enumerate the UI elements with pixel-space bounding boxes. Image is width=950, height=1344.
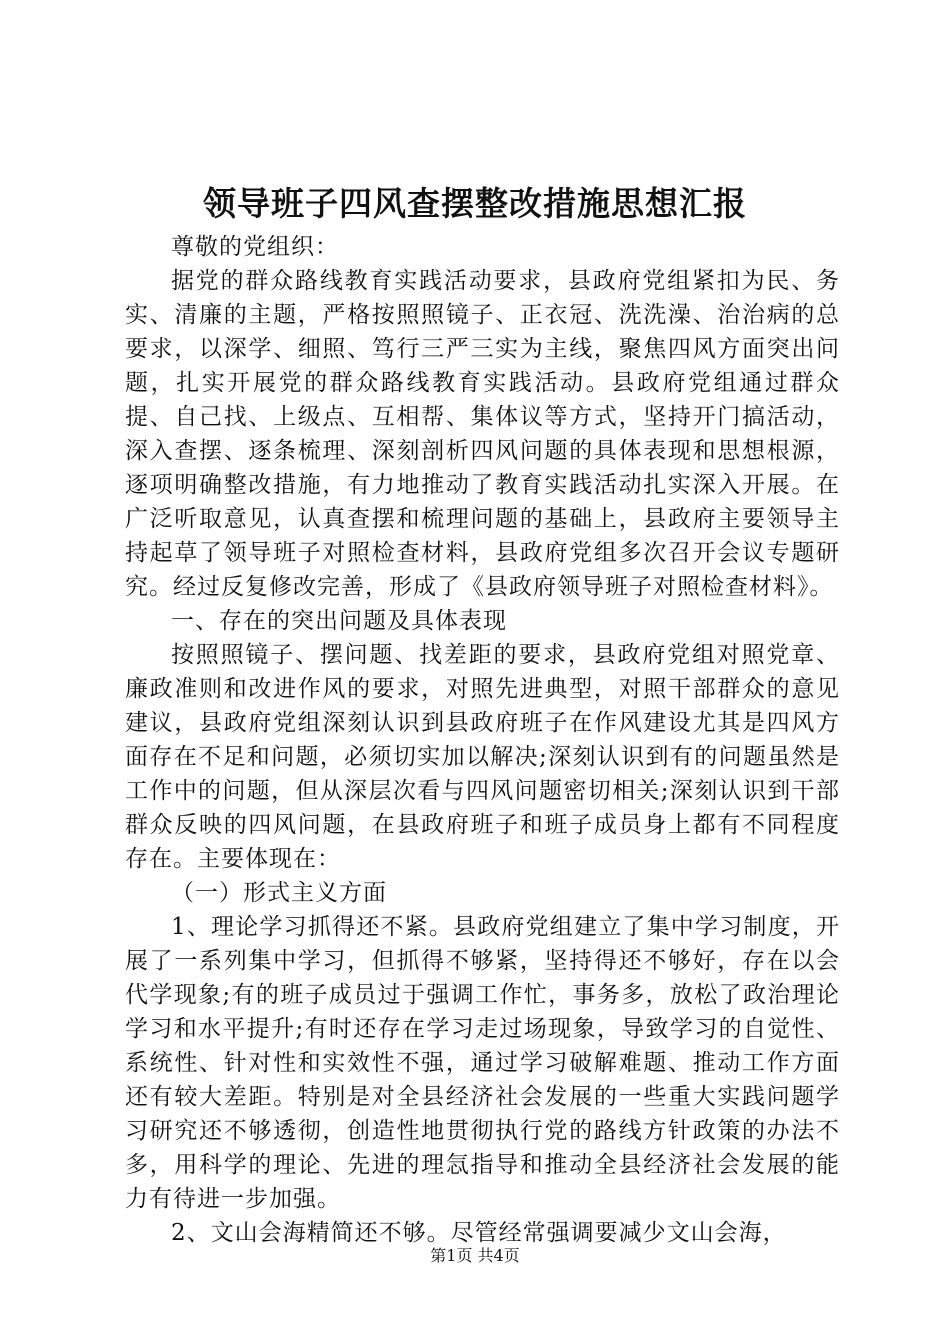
paragraph-intro: 据党的群众路线教育实践活动要求，县政府党组紧扣为民、务实、清廉的主题，严格按照照镜子、正衣冠、洗洗澡、治治病的总要求，以深学、细照、笃行三严三实为主线，聚焦四风方面突出问题，扎实开展党的群众路线教育实践活动。县政府党组通过群众提、自己找、上级点、互相帮、集体议等方式，坚持开门搞活动，深入查摆、逐条梳理、深刻剖析四风问题的具体表现和思想根源，逐项明确整改措施，有力地推动了教育实践活动扎实深入开展。在广泛听取意见，认真查摆和梳理问题的基础上，县政府主要领导主持起草了领导班子对照检查材料，县政府党组多次召开会议专题研究。经过反复修改完善，形成了《县政府领导班子对照检查材料》。 — [125, 268, 840, 600]
document-title: 领导班子四风查摆整改措施思想汇报 — [203, 184, 747, 223]
paragraph-item-2: 2、文山会海精简还不够。尽管经常强调要减少文山会海， — [171, 1220, 787, 1246]
paragraph-problems: 按照照镜子、摆问题、找差距的要求，县政府党组对照党章、廉政准则和改进作风的要求，对照先进典型，对照干部群众的意见建议，县政府党组深刻认识到县政府班子在作风建设尤其是四风方面存在不足和问题，必须切实加以解决;深刻认识到有的问题虽然是工作中的问题，但从深层次看与四风问题密切相关;深刻认识到干部群众反映的四风问题，在县政府班子和班子成员身上都有不同程度存在。主要体现在： — [125, 642, 840, 872]
page-footer: 第1页 共4页 — [430, 1246, 520, 1265]
section-heading-1: 一、存在的突出问题及具体表现 — [171, 608, 507, 634]
paragraph-item-1: 1、理论学习抓得还不紧。县政府党组建立了集中学习制度，开展了一系列集中学习，但抓得不够紧，坚持得还不够好，存在以会代学现象;有的班子成员过于强调工作忙，事务多，放松了政治理论学习和水平提升;有时还存在学习走过场现象，导致学习的自觉性、系统性、针对性和实效性不强，通过学习破解难题、推动工作方面还有较大差距。特别是对全县经济社会发展的一些重大实践问题学习研究还不够透彻，创造性地贯彻执行党的路线方针政策的办法不多，用科学的理论、先进的理忥指导和推动全县经济社会发展的能力有待进一步加强。 — [125, 914, 840, 1212]
subsection-heading-formalism: （一）形式主义方面 — [171, 880, 387, 906]
document-body — [125, 230, 840, 1250]
salutation: 尊敬的党组织： — [171, 234, 339, 260]
